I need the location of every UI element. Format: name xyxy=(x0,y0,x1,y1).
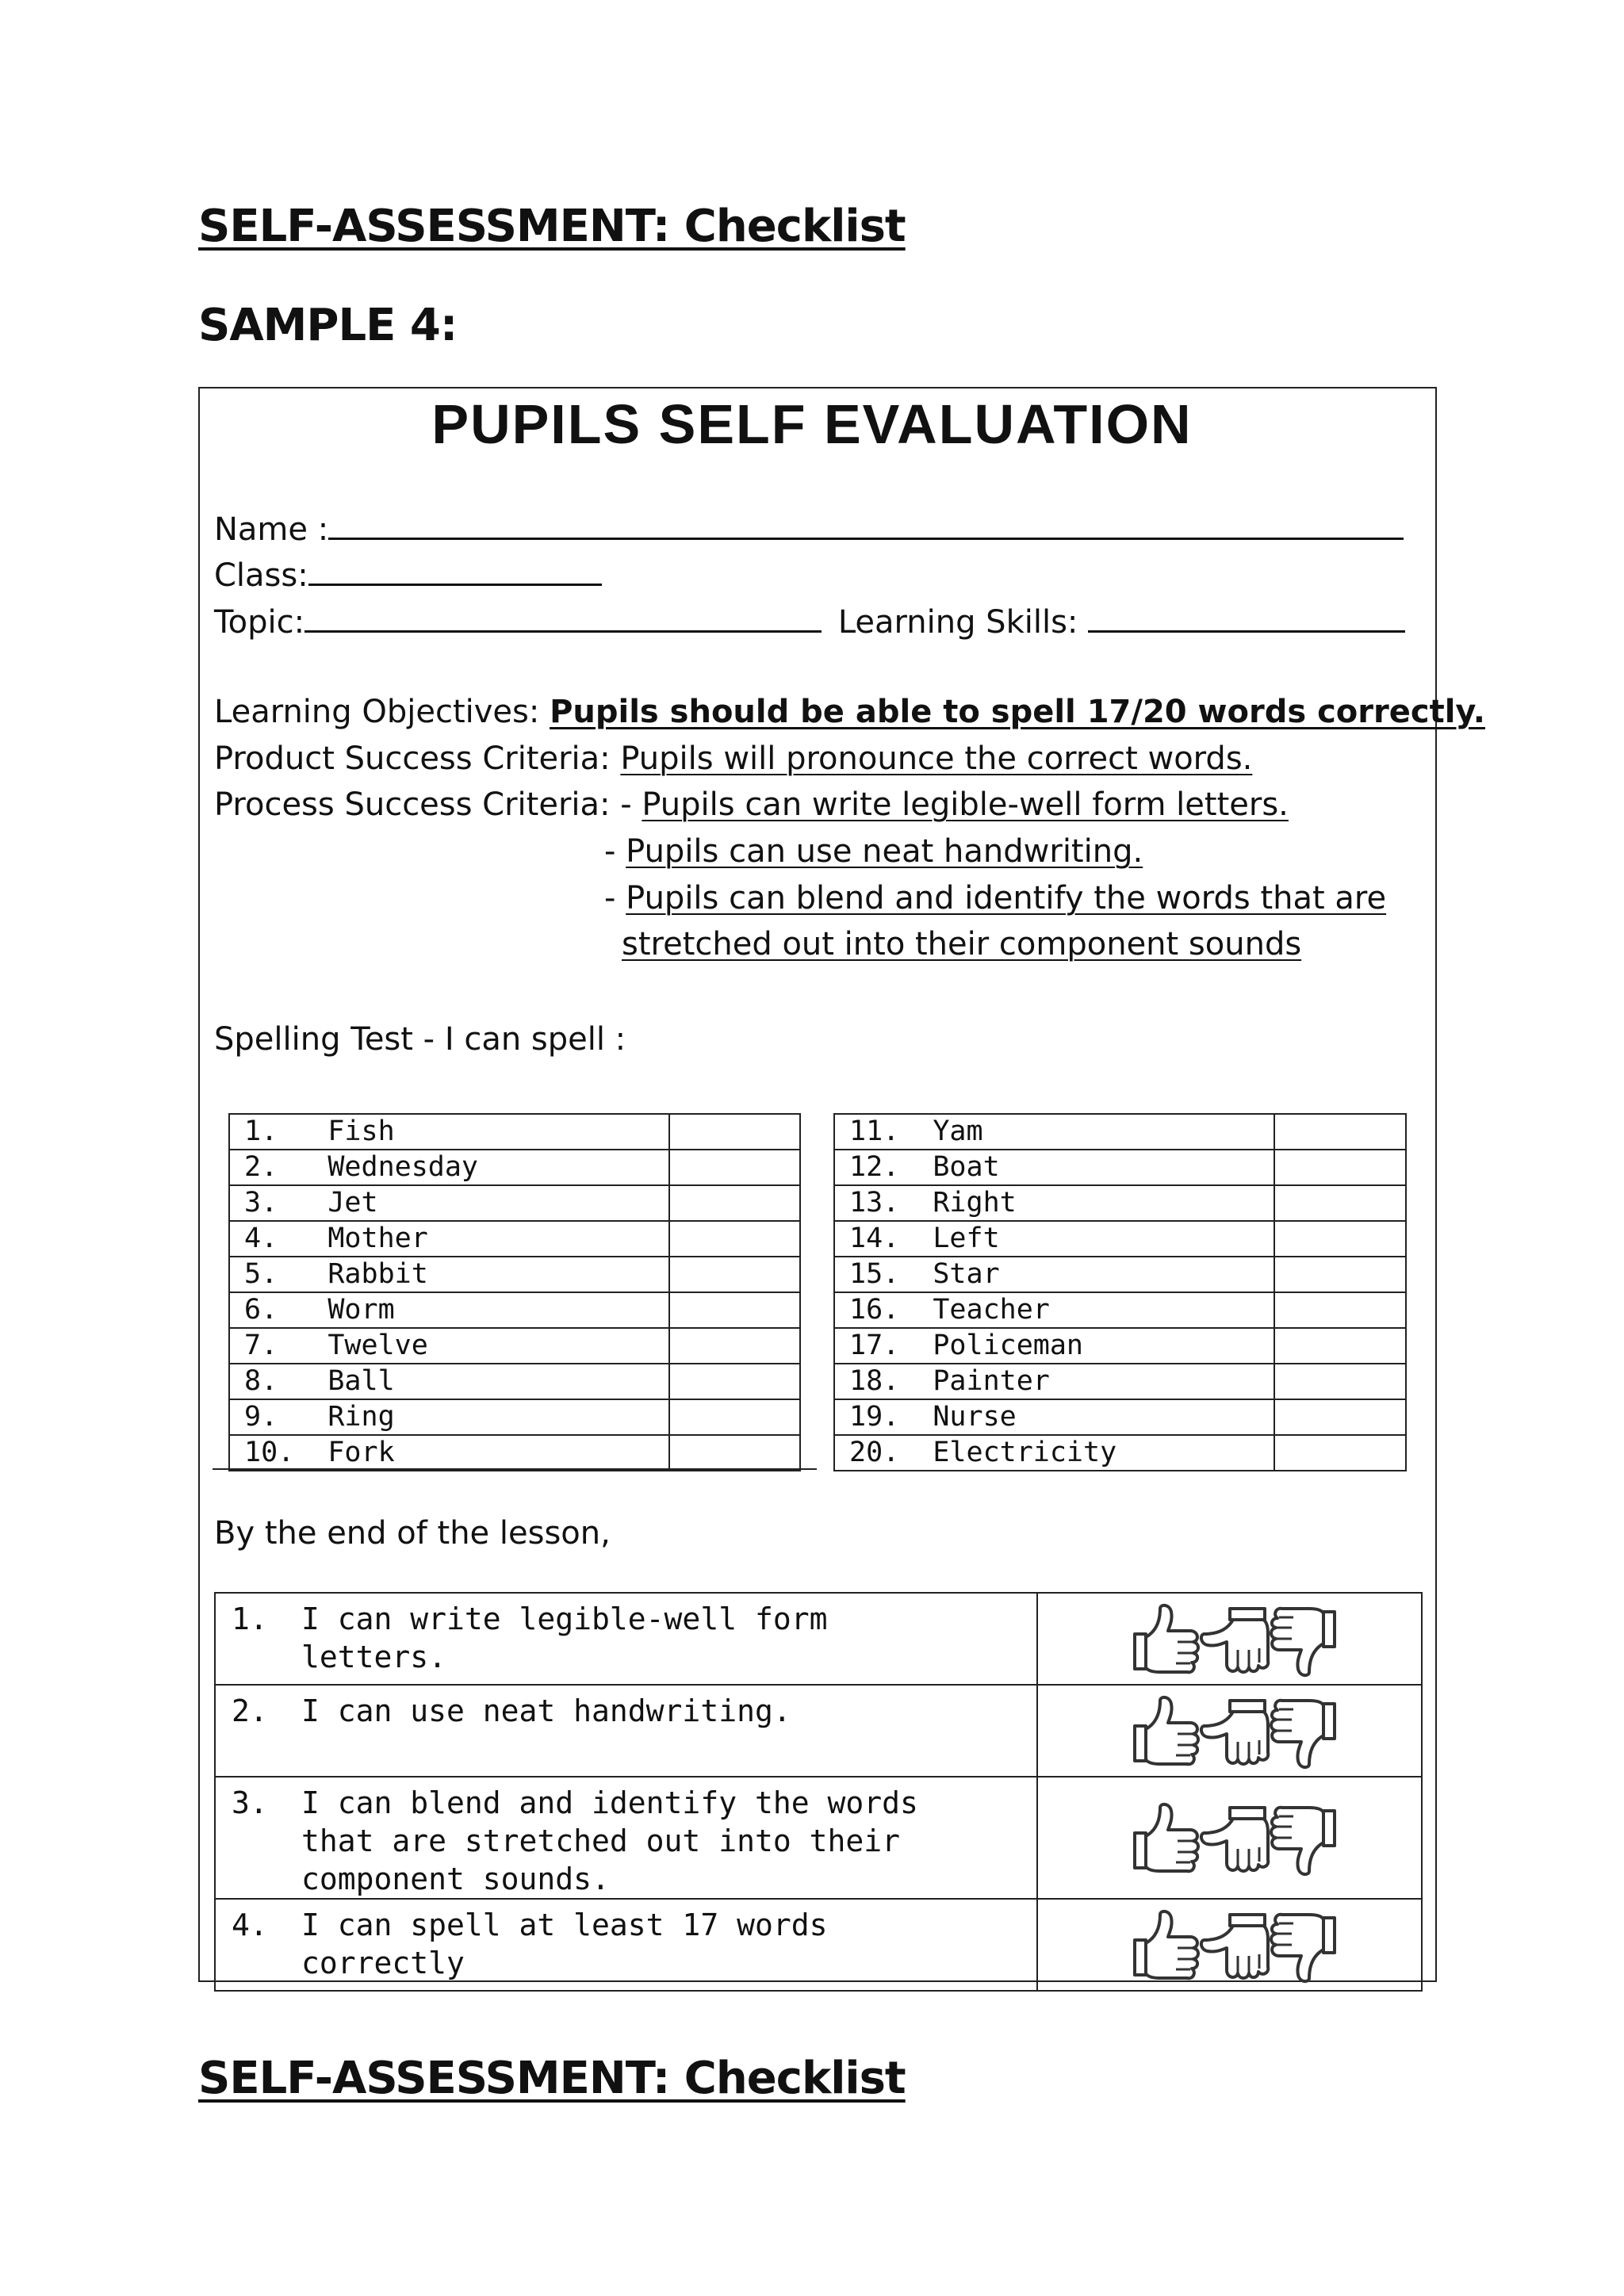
table-row xyxy=(229,1114,800,1150)
table-row xyxy=(834,1257,1406,1292)
spelling-check-cell[interactable] xyxy=(669,1114,800,1150)
spelling-check-cell[interactable] xyxy=(669,1257,800,1292)
statement-number: 2. xyxy=(232,1693,268,1728)
thumbs-up-icon[interactable] xyxy=(1135,1911,1198,1978)
topic-label: Topic: xyxy=(214,604,305,641)
objectives-row xyxy=(214,696,1485,728)
class-label: Class: xyxy=(214,557,308,594)
spelling-check-cell[interactable] xyxy=(1274,1221,1406,1257)
table-row xyxy=(834,1399,1406,1435)
class-field[interactable] xyxy=(308,555,602,586)
spelling-word: 12. Boat xyxy=(834,1150,1274,1185)
table-row xyxy=(229,1435,800,1471)
spelling-word: 15. Star xyxy=(834,1257,1274,1292)
spelling-check-cell[interactable] xyxy=(1274,1185,1406,1221)
spelling-word: 4. Mother xyxy=(229,1221,669,1257)
spelling-check-cell[interactable] xyxy=(1274,1150,1406,1185)
learning-skills-field[interactable] xyxy=(1088,602,1405,633)
objectives-label: Learning Objectives: xyxy=(214,694,550,730)
statement-line: I can blend and identify the words xyxy=(301,1785,918,1820)
statement-number: 1. xyxy=(232,1601,268,1636)
spelling-check-cell[interactable] xyxy=(1274,1364,1406,1399)
spelling-word: 6. Worm xyxy=(229,1292,669,1328)
spelling-word: 11. Yam xyxy=(834,1114,1274,1150)
spelling-check-cell[interactable] xyxy=(1274,1257,1406,1292)
spelling-check-cell[interactable] xyxy=(1274,1435,1406,1471)
thumbs-sideways-icon[interactable] xyxy=(1201,1915,1267,1978)
table-row xyxy=(215,1899,1422,1991)
spelling-word: 13. Right xyxy=(834,1185,1274,1221)
spelling-check-cell[interactable] xyxy=(1274,1292,1406,1328)
product-criteria-text: Pupils will pronounce the correct words. xyxy=(620,740,1253,777)
table-row xyxy=(229,1399,800,1435)
statement-cell xyxy=(215,1685,1037,1777)
objectives-text: Pupils should be able to spell 17/20 words correctly. xyxy=(550,694,1485,730)
spelling-table-right xyxy=(833,1113,1407,1471)
process-criteria-row-2 xyxy=(604,833,1143,870)
process-criteria-item: stretched out into their component sounds xyxy=(622,926,1302,962)
statement-number: 3. xyxy=(232,1785,268,1820)
spelling-word: 20. Electricity xyxy=(834,1435,1274,1471)
process-criteria-row-3 xyxy=(604,882,1386,914)
process-criteria-item: Pupils can blend and identify the words that are xyxy=(626,880,1387,916)
spelling-word: 7. Twelve xyxy=(229,1328,669,1364)
thumbs-down-icon[interactable] xyxy=(1271,1609,1335,1675)
name-row xyxy=(214,509,1404,548)
thumbs-up-icon[interactable] xyxy=(1135,1804,1198,1871)
statement-line: letters. xyxy=(301,1640,447,1674)
table-row xyxy=(215,1777,1422,1899)
statement-number: 4. xyxy=(232,1908,268,1942)
spelling-check-cell[interactable] xyxy=(669,1292,800,1328)
statement-line: component sounds. xyxy=(301,1862,610,1896)
statement-line: I can write legible-well form xyxy=(301,1601,828,1636)
spelling-word: 19. Nurse xyxy=(834,1399,1274,1435)
process-criteria-item: Pupils can use neat handwriting. xyxy=(626,833,1143,870)
name-field[interactable] xyxy=(328,509,1404,540)
form-title: PUPILS SELF EVALUATION xyxy=(431,393,1193,455)
table-row xyxy=(229,1221,800,1257)
spelling-check-cell[interactable] xyxy=(669,1435,800,1471)
spelling-word: 8. Ball xyxy=(229,1364,669,1399)
table-row xyxy=(834,1364,1406,1399)
table-row xyxy=(834,1185,1406,1221)
table-row xyxy=(229,1328,800,1364)
spelling-word: 3. Jet xyxy=(229,1185,669,1221)
table-divider xyxy=(213,1468,817,1470)
table-row xyxy=(834,1292,1406,1328)
statement-cell xyxy=(215,1899,1037,1991)
spelling-check-cell[interactable] xyxy=(1274,1399,1406,1435)
page-heading-bottom: SELF-ASSESSMENT: Checklist xyxy=(198,2053,906,2104)
thumbs-sideways-icon[interactable] xyxy=(1201,1609,1267,1672)
rating-cell xyxy=(1037,1685,1422,1777)
product-criteria-row xyxy=(214,740,1253,777)
table-row xyxy=(834,1435,1406,1471)
statement-line: correctly xyxy=(301,1946,465,1980)
self-evaluation-table xyxy=(214,1592,1423,1992)
dash: - xyxy=(604,880,626,916)
table-row xyxy=(229,1185,800,1221)
spelling-test-label: Spelling Test - I can spell : xyxy=(214,1021,626,1058)
thumbs-up-icon[interactable] xyxy=(1135,1697,1198,1764)
end-of-lesson-label: By the end of the lesson, xyxy=(214,1515,611,1552)
class-row xyxy=(214,555,602,594)
spelling-check-cell[interactable] xyxy=(1274,1328,1406,1364)
rating-cell xyxy=(1037,1899,1422,1991)
thumbs-down-icon[interactable] xyxy=(1271,1915,1335,1981)
topic-row xyxy=(214,602,1405,641)
spelling-word: 1. Fish xyxy=(229,1114,669,1150)
spelling-word: 2. Wednesday xyxy=(229,1150,669,1185)
spelling-word: 9. Ring xyxy=(229,1399,669,1435)
name-label: Name : xyxy=(214,511,329,548)
spelling-word: 16. Teacher xyxy=(834,1292,1274,1328)
statement-cell xyxy=(215,1777,1037,1899)
spelling-word: 14. Left xyxy=(834,1221,1274,1257)
thumbs-up-icon[interactable] xyxy=(1135,1605,1198,1672)
spelling-word: 10. Fork xyxy=(229,1435,669,1471)
table-row xyxy=(229,1150,800,1185)
spelling-word: 18. Painter xyxy=(834,1364,1274,1399)
sample-heading: SAMPLE 4: xyxy=(198,300,458,351)
statement-line: I can use neat handwriting. xyxy=(301,1693,791,1728)
topic-field[interactable] xyxy=(304,602,822,633)
spelling-word: 5. Rabbit xyxy=(229,1257,669,1292)
product-criteria-label: Product Success Criteria: xyxy=(214,740,621,777)
statement-cell xyxy=(215,1593,1037,1685)
statement-line: I can spell at least 17 words xyxy=(301,1908,828,1942)
rating-cell xyxy=(1037,1593,1422,1685)
table-row xyxy=(834,1328,1406,1364)
page-heading-top: SELF-ASSESSMENT: Checklist xyxy=(198,201,906,252)
spelling-table-left xyxy=(228,1113,801,1471)
thumbs-sideways-icon[interactable] xyxy=(1201,1701,1267,1764)
process-criteria-row xyxy=(214,786,1289,823)
spelling-check-cell[interactable] xyxy=(1274,1114,1406,1150)
rating-cell xyxy=(1037,1777,1422,1899)
table-row xyxy=(834,1221,1406,1257)
spelling-check-cell[interactable] xyxy=(669,1328,800,1364)
spelling-check-cell[interactable] xyxy=(669,1399,800,1435)
thumbs-down-icon[interactable] xyxy=(1271,1701,1335,1767)
table-row xyxy=(229,1364,800,1399)
learning-skills-label: Learning Skills: xyxy=(837,604,1089,641)
statement-line: that are stretched out into their xyxy=(301,1823,900,1858)
process-criteria-item: Pupils can write legible-well form letters. xyxy=(642,786,1289,823)
thumbs-down-icon[interactable] xyxy=(1271,1808,1335,1874)
table-row xyxy=(215,1685,1422,1777)
spelling-word: 17. Policeman xyxy=(834,1328,1274,1364)
thumbs-sideways-icon[interactable] xyxy=(1201,1808,1267,1871)
table-row xyxy=(229,1292,800,1328)
table-row xyxy=(834,1114,1406,1150)
spelling-check-cell[interactable] xyxy=(669,1150,800,1185)
table-row xyxy=(215,1593,1422,1685)
spelling-check-cell[interactable] xyxy=(669,1185,800,1221)
table-row xyxy=(834,1150,1406,1185)
table-row xyxy=(229,1257,800,1292)
spelling-check-cell[interactable] xyxy=(669,1221,800,1257)
dash: - xyxy=(604,833,626,870)
spelling-check-cell[interactable] xyxy=(669,1364,800,1399)
process-criteria-label: Process Success Criteria: - xyxy=(214,786,642,823)
process-criteria-row-4 xyxy=(622,928,1301,960)
